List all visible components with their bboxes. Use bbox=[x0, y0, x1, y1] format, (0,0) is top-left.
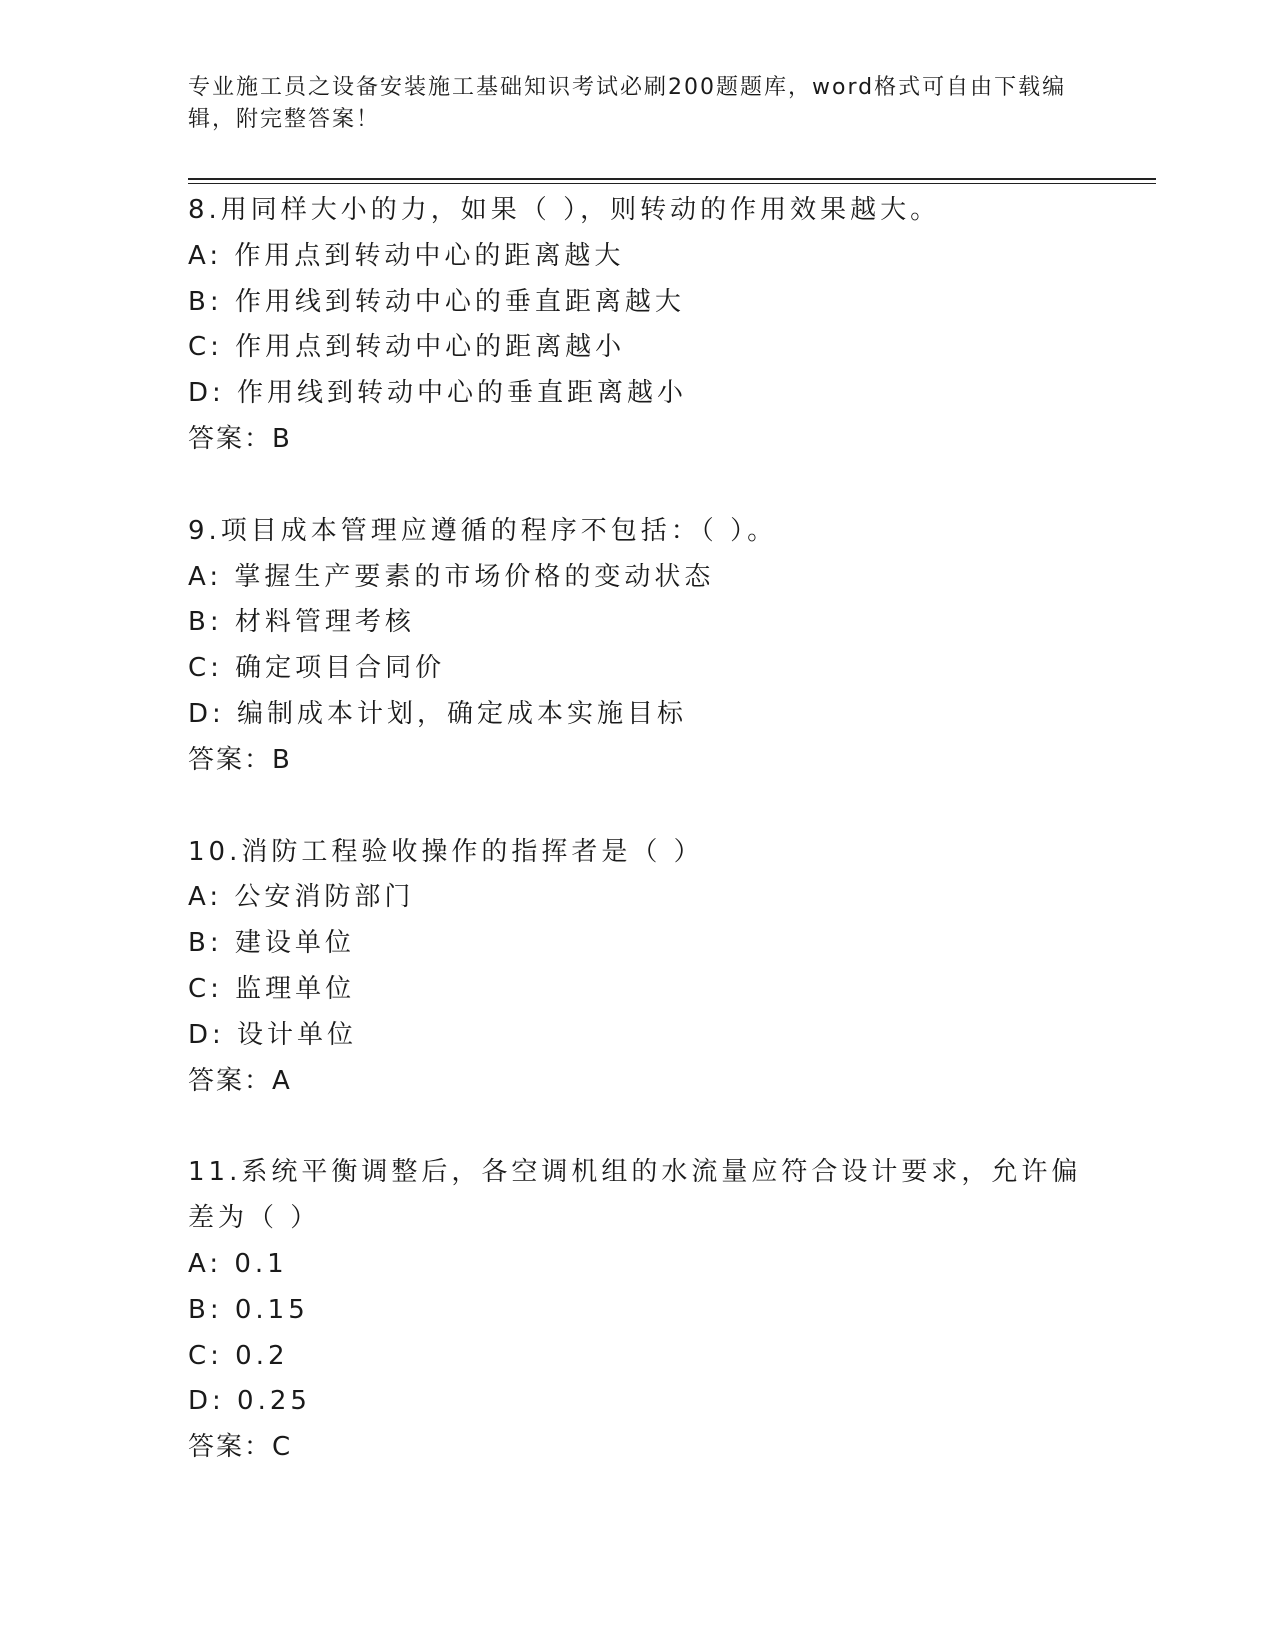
option-b: B: 建设单位 bbox=[188, 928, 355, 959]
question-text: 8.用同样大小的力，如果（ ），则转动的作用效果越大。 bbox=[188, 195, 941, 225]
option-c: C: 确定项目合同价 bbox=[188, 653, 446, 684]
option-a: A: 掌握生产要素的市场价格的变动状态 bbox=[188, 561, 715, 592]
option-a: A: 作用点到转动中心的距离越大 bbox=[188, 240, 625, 271]
option-b: B: 材料管理考核 bbox=[188, 607, 415, 638]
option-c: C: 作用点到转动中心的距离越小 bbox=[188, 332, 626, 363]
question-text: 9.项目成本管理应遵循的程序不包括：（ ）。 bbox=[188, 515, 778, 546]
question-list bbox=[188, 188, 1088, 1517]
option-c: C: 0.2 bbox=[188, 1340, 289, 1371]
answer-label: 答案：A bbox=[188, 1065, 292, 1096]
header-divider-thin bbox=[188, 183, 1156, 184]
document-header bbox=[188, 72, 1068, 136]
option-a: A: 0.1 bbox=[188, 1248, 288, 1279]
question-text: 10.消防工程验收操作的指挥者是（ ） bbox=[188, 836, 704, 867]
question-10 bbox=[188, 830, 1088, 1105]
option-b: B: 0.15 bbox=[188, 1294, 309, 1325]
option-d: D: 作用线到转动中心的垂直距离越小 bbox=[188, 378, 688, 409]
answer-label: 答案：B bbox=[188, 423, 292, 454]
question-text: 11.系统平衡调整后，各空调机组的水流量应符合设计要求，允许偏差为（ ） bbox=[188, 1157, 1082, 1234]
answer-label: 答案：C bbox=[188, 1432, 293, 1463]
question-9 bbox=[188, 509, 1088, 784]
option-d: D: 设计单位 bbox=[188, 1019, 358, 1050]
option-b: B: 作用线到转动中心的垂直距离越大 bbox=[188, 286, 685, 317]
option-d: D: 0.25 bbox=[188, 1386, 311, 1417]
document-title: 专业施工员之设备安装施工基础知识考试必刷200题题库，word格式可自由下载编辑，附完整答案！ bbox=[188, 75, 1067, 132]
question-11 bbox=[188, 1150, 1088, 1471]
header-divider-thick bbox=[188, 178, 1156, 180]
question-8 bbox=[188, 188, 1088, 463]
option-c: C: 监理单位 bbox=[188, 973, 356, 1004]
option-d: D: 编制成本计划，确定成本实施目标 bbox=[188, 698, 688, 729]
option-a: A: 公安消防部门 bbox=[188, 882, 415, 913]
answer-label: 答案：B bbox=[188, 744, 292, 775]
